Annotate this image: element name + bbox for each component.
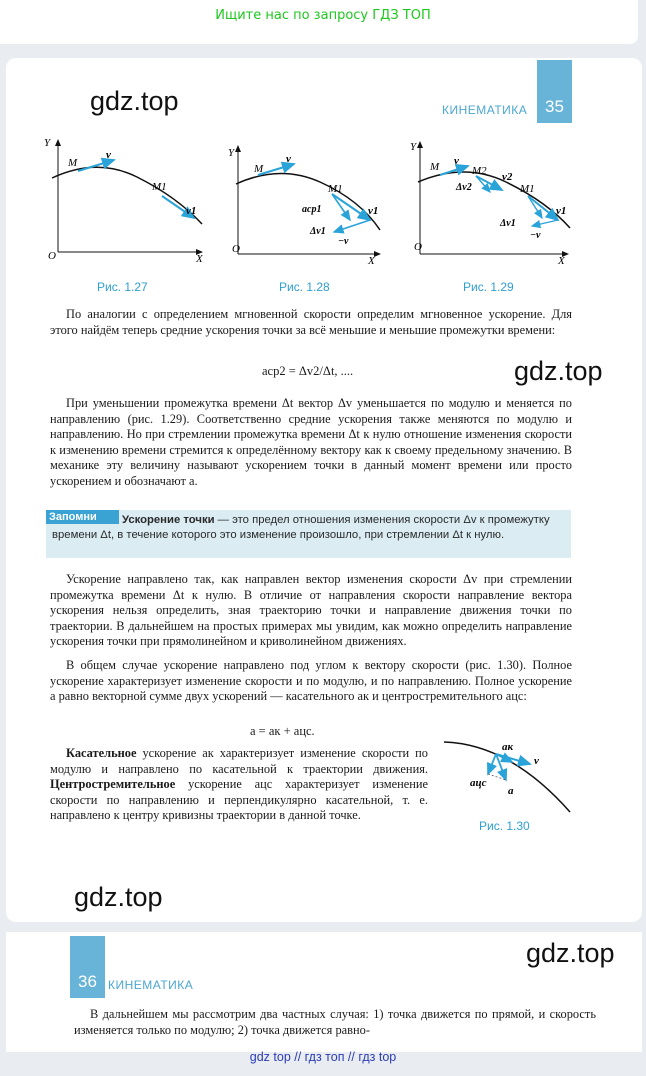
top-banner-link[interactable]: Ищите нас по запросу ГДЗ ТОП (215, 8, 431, 23)
fig130-caption: Рис. 1.30 (479, 819, 530, 833)
fig127-y: Y (44, 137, 51, 149)
fig130-acs: aцс (470, 777, 487, 789)
figure-1-29 (410, 134, 578, 266)
fig127-m: M (68, 157, 78, 169)
paragraph-1: По аналогии с определением мгновенной скорости определим мгновенное ускорение. Для этого найдём теперь средние ускорения точки за всё меньшие и меньшие промежутки времени: (50, 307, 572, 337)
fig127-caption: Рис. 1.27 (97, 280, 148, 294)
fig128-m: M (254, 163, 264, 175)
fig130-v: v (534, 755, 539, 767)
figure-1-30 (440, 734, 574, 814)
fig127-x: X (196, 253, 203, 264)
remember-term: Ускорение точки (122, 514, 215, 526)
fig129-dv1: Δv1 (500, 218, 516, 229)
figure-1-27 (42, 132, 212, 264)
fig129-o: O (414, 241, 422, 253)
fig129-m: M (430, 161, 440, 173)
fig128-minus-v: −v (338, 236, 349, 247)
formula-1: aср2 = Δv2/Δt, .... (262, 364, 354, 378)
page-number: 35 (545, 97, 564, 116)
page-number-tab-36 (70, 936, 105, 998)
fig127-v: v (106, 149, 111, 161)
watermark: gdz.top (526, 938, 615, 968)
watermark: gdz.top (90, 86, 179, 116)
running-head-36: КИНЕМАТИКА (108, 978, 194, 992)
fig128-o: O (232, 243, 240, 255)
fig129-v2: v2 (502, 171, 513, 183)
fig127-o: O (48, 250, 56, 262)
paragraph-2: При уменьшении промежутка времени Δt вектор Δv уменьшается по модулю и меняется по направлению (рис. 1.29). Соответственно средние ускорения также меняются по модулю и направлению. Но при стремлении промежутка времени Δt к нулю отношение изменения скорости к изменению времени стремится к определённому вектору как к своему предельному значению. В механике эту величину называют ускорением точки в данный момент времени или просто ускорением и обозначают a. (50, 396, 572, 488)
fig129-m2: M2 (472, 165, 487, 177)
fig129-v1: v1 (556, 205, 567, 217)
fig129-x: X (558, 255, 565, 266)
watermark: gdz.top (74, 882, 163, 912)
fig129-minus-v: −v (530, 230, 541, 241)
page-number-36: 36 (78, 972, 97, 991)
fig129-caption: Рис. 1.29 (463, 280, 514, 294)
fig128-acp1: aср1 (302, 204, 322, 215)
fig128-v: v (286, 153, 291, 165)
fig130-a: a (508, 785, 514, 797)
figure-1-28 (228, 140, 390, 266)
fig128-dv1: Δv1 (310, 226, 326, 237)
paragraph-3: Ускорение направлено так, как направлен вектор изменения скорости Δv при стремлении промежутка времени Δt к нулю. В отличие от направления скорости направление вектора ускорения нельзя определить, зная траекторию точки и направление движения точки по траектории. В дальнейшем на простых примерах мы увидим, как можно определить направление ускорения точки при прямолинейном и криволинейном движениях. (50, 572, 572, 649)
fig128-caption: Рис. 1.28 (279, 280, 330, 294)
formula-2: a = aк + aцс. (250, 724, 315, 738)
fig128-y: Y (228, 147, 235, 159)
fig129-v: v (454, 155, 459, 167)
fig127-v1: v1 (186, 205, 197, 217)
watermark: gdz.top (514, 356, 603, 386)
fig129-y: Y (410, 141, 417, 153)
fig128-v1: v1 (368, 205, 379, 217)
fig129-m1: M1 (520, 183, 535, 195)
paragraph-5: Касательное ускорение aк характеризует изменение скорости по модулю и направлено по касательной к траектории движения. Центростремительное ускорение aцс характеризует изменение скорости по направлению и перпендикулярно касательной, т. е. направлено к центру кривизны траектории в данной точке. (50, 746, 428, 823)
fig127-m1: M1 (152, 181, 167, 193)
fig130-ak: aк (502, 741, 514, 753)
remember-text: Ускорение точки — это предел отношения изменения скорости Δv к промежутку времени Δt, в течение которого это изменение произошло, при стремлении Δt к нулю. (52, 514, 550, 541)
fig128-m1: M1 (328, 183, 343, 195)
page36-text: В дальнейшем мы рассмотрим два частных случая: 1) точка движется по прямой, и скорость изменяется только по модулю; 2) точка движется равно- (74, 1007, 596, 1037)
fig128-x: X (368, 255, 375, 266)
running-head: КИНЕМАТИКА (442, 103, 528, 117)
remember-tag: Запомни (46, 510, 119, 524)
footer-links[interactable]: gdz top // гдз топ // гдз top (249, 1050, 397, 1064)
paragraph-4: В общем случае ускорение направлено под углом к вектору скорости (рис. 1.30). Полное ускорение характеризует изменение скорости и по модулю, и по направлению. Полное ускорение a равно векторной сумме двух ускорений — касательного aк и центростремительного aцс: (50, 658, 572, 704)
fig129-dv2: Δv2 (456, 182, 472, 193)
page-number-tab (537, 60, 572, 123)
